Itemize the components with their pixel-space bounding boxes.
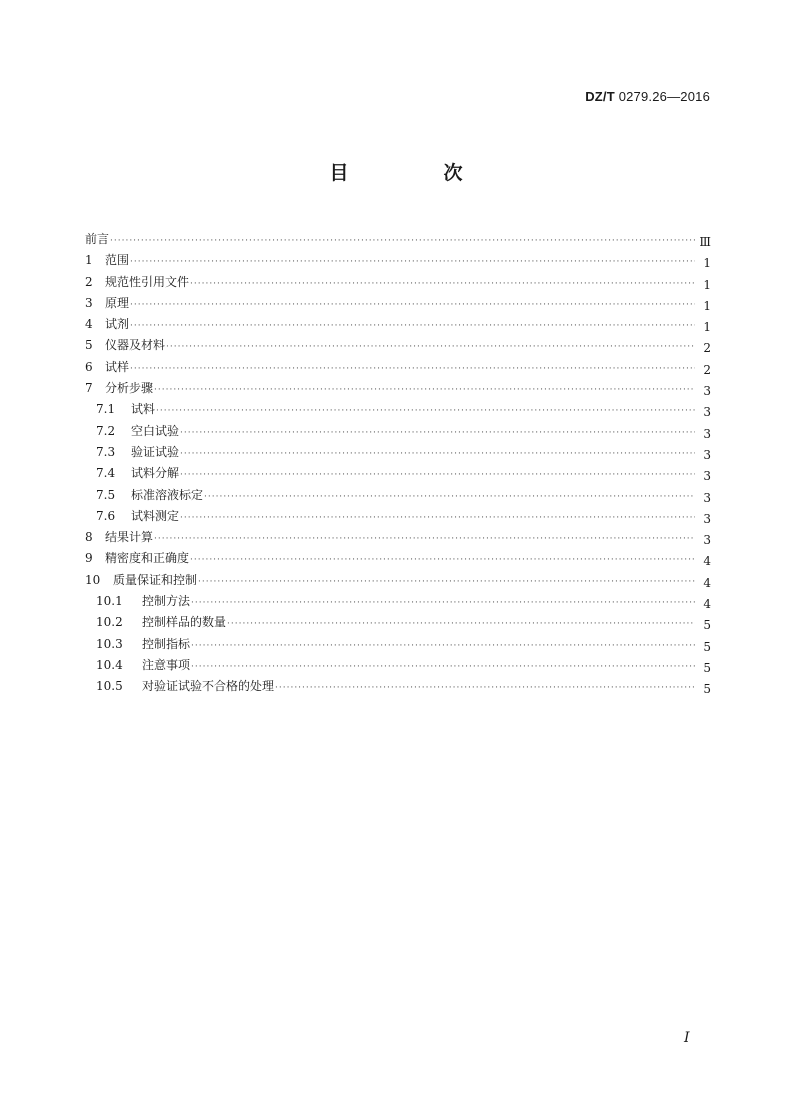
toc-entry[interactable] — [85, 399, 711, 420]
toc-dot-leader — [180, 465, 695, 486]
toc-entry-label: 规范性引用文件 — [105, 274, 190, 289]
toc-entry-number: 10.2 — [96, 615, 123, 630]
toc-entry-page: 3 — [703, 405, 711, 420]
toc-entry[interactable] — [85, 548, 711, 569]
toc-entry-number: 1 — [85, 253, 93, 268]
toc-entry-page: 3 — [703, 469, 711, 484]
toc-entry-label: 试料 — [131, 402, 156, 417]
table-of-contents — [85, 229, 711, 698]
toc-entry[interactable] — [85, 612, 711, 633]
toc-entry-label: 原理 — [105, 295, 130, 310]
toc-entry[interactable] — [85, 229, 711, 250]
toc-entry-page: 5 — [703, 682, 711, 697]
page-title: 目 次 — [329, 162, 501, 184]
toc-dot-leader — [191, 636, 695, 657]
toc-entry[interactable] — [85, 463, 711, 484]
toc-entry[interactable] — [85, 357, 711, 378]
toc-entry-label: 仪器及材料 — [105, 338, 166, 353]
toc-entry-page: 1 — [703, 256, 711, 271]
toc-entry[interactable] — [85, 485, 711, 506]
toc-entry-number: 7 — [85, 381, 93, 396]
toc-entry-number: 7.3 — [96, 444, 116, 459]
toc-entry[interactable] — [85, 676, 711, 697]
toc-entry-label: 对验证试验不合格的处理 — [142, 679, 275, 694]
toc-entry-page: 1 — [703, 320, 711, 335]
toc-entry[interactable] — [85, 421, 711, 442]
toc-entry-number: 7.2 — [96, 423, 116, 438]
toc-dot-leader — [191, 593, 695, 614]
toc-entry-label: 范围 — [105, 253, 130, 268]
toc-dot-leader — [180, 508, 695, 529]
toc-entry[interactable] — [85, 378, 711, 399]
toc-entry-label: 控制方法 — [142, 594, 191, 609]
toc-entry-page: 3 — [703, 533, 711, 548]
toc-entry-page: 4 — [703, 554, 711, 569]
toc-entry-label: 控制指标 — [142, 636, 191, 651]
toc-entry-number: 2 — [85, 274, 93, 289]
toc-entry[interactable] — [85, 570, 711, 591]
toc-entry-number: 9 — [85, 551, 93, 566]
toc-dot-leader — [275, 678, 695, 699]
toc-entry[interactable] — [85, 442, 711, 463]
toc-entry-number: 6 — [85, 359, 93, 374]
toc-entry-number: 7.1 — [96, 402, 116, 417]
document-code-prefix: DZ/T — [585, 89, 615, 104]
toc-entry[interactable] — [85, 655, 711, 676]
toc-dot-leader — [156, 401, 695, 422]
toc-entry-label: 结果计算 — [105, 530, 154, 545]
toc-dot-leader — [198, 572, 695, 593]
toc-dot-leader — [130, 359, 695, 380]
toc-entry-page: 3 — [703, 511, 711, 526]
toc-dot-leader — [227, 614, 695, 635]
toc-dot-leader — [130, 252, 695, 273]
toc-entry[interactable] — [85, 272, 711, 293]
toc-entry-page: 3 — [703, 447, 711, 462]
toc-entry-page: 3 — [703, 384, 711, 399]
toc-entry-label: 质量保证和控制 — [113, 572, 198, 587]
toc-entry-page: 2 — [703, 362, 711, 377]
toc-entry-page: 5 — [703, 639, 711, 654]
toc-entry-label: 标准溶液标定 — [131, 487, 204, 502]
document-code — [585, 89, 710, 104]
toc-entry[interactable] — [85, 250, 711, 271]
toc-entry-label: 前言 — [85, 232, 110, 246]
toc-entry-number: 10.3 — [96, 636, 123, 651]
toc-entry-number: 7.5 — [96, 487, 116, 502]
toc-dot-leader — [166, 337, 695, 358]
document-code-number: 0279.26—2016 — [618, 89, 710, 104]
toc-entry-label: 验证试验 — [131, 444, 180, 459]
toc-entry-label: 试料测定 — [131, 508, 180, 523]
toc-entry-number: 4 — [85, 317, 93, 332]
toc-dot-leader — [191, 657, 695, 678]
toc-entry-page: 5 — [703, 618, 711, 633]
toc-entry-number: 5 — [85, 338, 93, 353]
toc-dot-leader — [190, 550, 695, 571]
toc-entry[interactable] — [85, 335, 711, 356]
toc-entry-number: 7.6 — [96, 508, 116, 523]
toc-dot-leader — [180, 444, 695, 465]
toc-entry-label: 分析步骤 — [105, 381, 154, 396]
toc-entry-label: 注意事项 — [142, 657, 191, 672]
toc-dot-leader — [154, 380, 695, 401]
toc-entry[interactable] — [85, 506, 711, 527]
page-number: I — [684, 1030, 690, 1046]
toc-entry-number: 10 — [85, 572, 101, 587]
toc-entry-page: 4 — [703, 597, 711, 612]
toc-entry[interactable] — [85, 591, 711, 612]
toc-entry-label: 精密度和正确度 — [105, 551, 190, 566]
toc-entry-page: 2 — [703, 341, 711, 356]
toc-entry-number: 3 — [85, 295, 93, 310]
toc-entry-page: Ⅲ — [699, 235, 711, 249]
toc-entry-number: 10.4 — [96, 657, 123, 672]
toc-entry[interactable] — [85, 527, 711, 548]
toc-entry-number: 10.5 — [96, 679, 123, 694]
toc-entry-page: 3 — [703, 490, 711, 505]
toc-entry-number: 8 — [85, 530, 93, 545]
toc-entry-label: 试剂 — [105, 317, 130, 332]
toc-entry-page: 5 — [703, 660, 711, 675]
toc-dot-leader — [130, 295, 695, 316]
toc-entry-page: 1 — [703, 298, 711, 313]
toc-entry-label: 试样 — [105, 359, 130, 374]
toc-entry-page: 1 — [703, 277, 711, 292]
toc-dot-leader — [154, 529, 695, 550]
toc-entry[interactable] — [85, 293, 711, 314]
toc-dot-leader — [130, 316, 695, 337]
toc-dot-leader — [204, 487, 695, 508]
toc-entry-label: 控制样品的数量 — [142, 615, 227, 630]
toc-entry-page: 3 — [703, 426, 711, 441]
toc-entry-page: 4 — [703, 575, 711, 590]
toc-entry[interactable] — [85, 634, 711, 655]
toc-entry-label: 空白试验 — [131, 423, 180, 438]
toc-dot-leader — [110, 231, 695, 252]
toc-dot-leader — [180, 423, 695, 444]
toc-entry-label: 试料分解 — [131, 466, 180, 481]
toc-entry-number: 7.4 — [96, 466, 116, 481]
toc-entry[interactable] — [85, 314, 711, 335]
toc-dot-leader — [190, 274, 695, 295]
toc-entry-number: 10.1 — [96, 594, 123, 609]
